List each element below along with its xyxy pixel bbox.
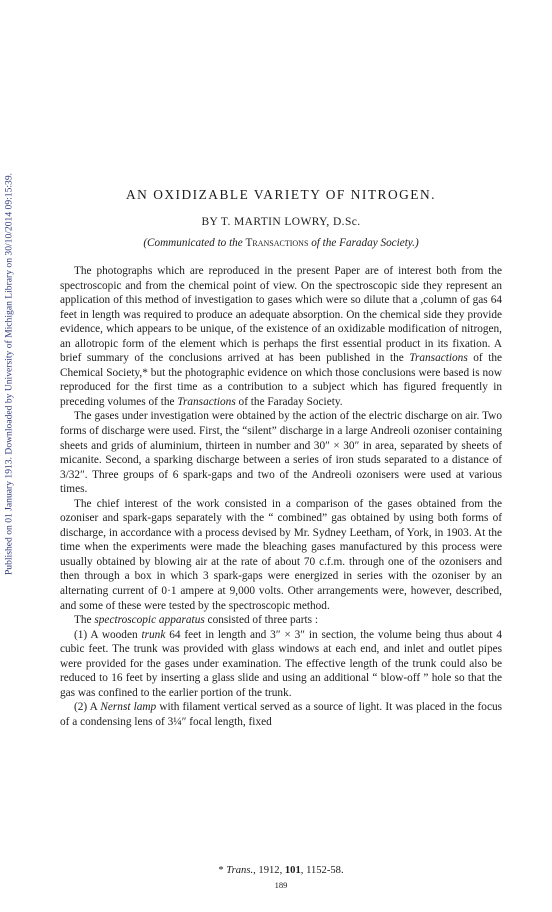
paragraph-apparatus-emphasis: spectroscopic apparatus (94, 614, 205, 627)
paragraph-lamp-post: with filament vertical served as a source of light. It was placed in the focus of a condensing lens of 3¼″ focal length, fixed (60, 701, 503, 728)
communication-note-close: of the Faraday Society.) (308, 237, 419, 249)
footnote-pages: , 1152-58. (300, 865, 344, 876)
footnote-year: , 1912, (253, 865, 285, 876)
footnote-journal: Trans. (226, 865, 254, 876)
paragraph-lamp-pre: (2) A (74, 701, 101, 714)
footnote-mark: * (218, 865, 227, 876)
footnote (60, 865, 502, 876)
paragraph-intro-part-b: of the Chemical Society,* but the photographic evidence on which those conclusions were based is now reproduced for the first time as a contribution to a subject which has figured frequently in preceding volumes of the (60, 352, 502, 408)
paragraph-apparatus-post: consisted of three parts : (204, 614, 318, 627)
paragraph-comparison: The chief interest of the work consisted in a comparison of the gases obtained from the ozoniser and spark-gaps separately with the “ combined” gas obtained by using both forms of discharge, in accordance with a process devised by Mr. Sydney Leetham, of York, in 1903. At the time when the experiments were made the bleaching gases manufactured by this process were usually obtained by blowing air at the rate of about 70 c.f.m. through one of the ozonisers and then through a box in which 3 spark-gaps were energized in series with the ozoniser by an alternating current of 0·1 ampere at 9,000 volts. Other arrangements were, however, described, and some of these were tested by the spectroscopic method. (60, 497, 502, 612)
paragraph-trunk (60, 628, 502, 701)
paragraph-apparatus (60, 613, 502, 628)
paragraph-intro-emphasis-1: Transactions (409, 352, 468, 365)
paragraph-trunk-emphasis: trunk (141, 628, 166, 641)
article-body (60, 264, 502, 730)
paragraph-intro-part-c: of the Faraday Society. (235, 395, 343, 408)
author-byline: BY T. MARTIN LOWRY, D.Sc. (201, 216, 361, 228)
page-number: 189 (274, 880, 288, 890)
paper-title: AN OXIDIZABLE VARIETY OF NITROGEN. (126, 187, 436, 202)
communication-note (60, 237, 502, 249)
footnote-volume: 101 (284, 865, 301, 876)
paragraph-intro-part-a: The photographs which are reproduced in the present Paper are of interest both from the spectroscopic and from the chemical point of view. On the spectroscopic side they represent an application of this method of investigation to gases which were so dilute that a ,column of gas 64 feet in length was required to produce an adequate absorption. On the chemical side they provide evidence, which appears to be unique, of the existence of an oxidizable modification of nitrogen, an allotropic form of the element which is perhaps the first essential product in its fixation. A brief summary of the conclusions arrived at has been published in the (60, 265, 502, 365)
download-stamp (2, 94, 16, 654)
paragraph-lamp (60, 700, 502, 729)
paragraph-lamp-emphasis: Nernst lamp (100, 701, 157, 714)
paragraph-discharge: The gases under investigation were obtained by the action of the electric discharge on air. Two forms of discharge were used. First, the “silent” discharge in a large Andreoli ozoniser containing sheets and grids of aluminium, thirteen in number and 30″ × 30″ in area, separated by sheets of micanite. Second, a sparking discharge between a series of iron studs separated to a distance of 3/32″. Three groups of 6 spark-gaps and two of the Andreoli ozonisers were used at various times. (60, 410, 502, 496)
paragraph-intro (60, 264, 502, 409)
paragraph-apparatus-pre: The (74, 614, 95, 627)
communication-note-transactions: Transactions (245, 237, 309, 249)
communication-note-open: (Communicated to the (143, 237, 246, 249)
paragraph-trunk-post: 64 feet in length and 3″ × 3″ in section, the volume being thus about 4 cubic feet. The trunk was provided with glass windows at each end, and inlet and outlet pipes were provided for the gases under examination. The effective length of the trunk could also be reduced to 16 feet by inserting a glass slide and using an additional “ blow-off ” hole so that the gas was confined to the earlier portion of the trunk. (60, 628, 502, 699)
paragraph-intro-emphasis-2: Transactions (177, 395, 236, 408)
download-stamp-text: Published on 01 January 1913. Downloaded by University of Michigan Library on 30/10/2014 09:15:39. (3, 172, 15, 576)
paragraph-trunk-pre: (1) A wooden (74, 628, 142, 641)
